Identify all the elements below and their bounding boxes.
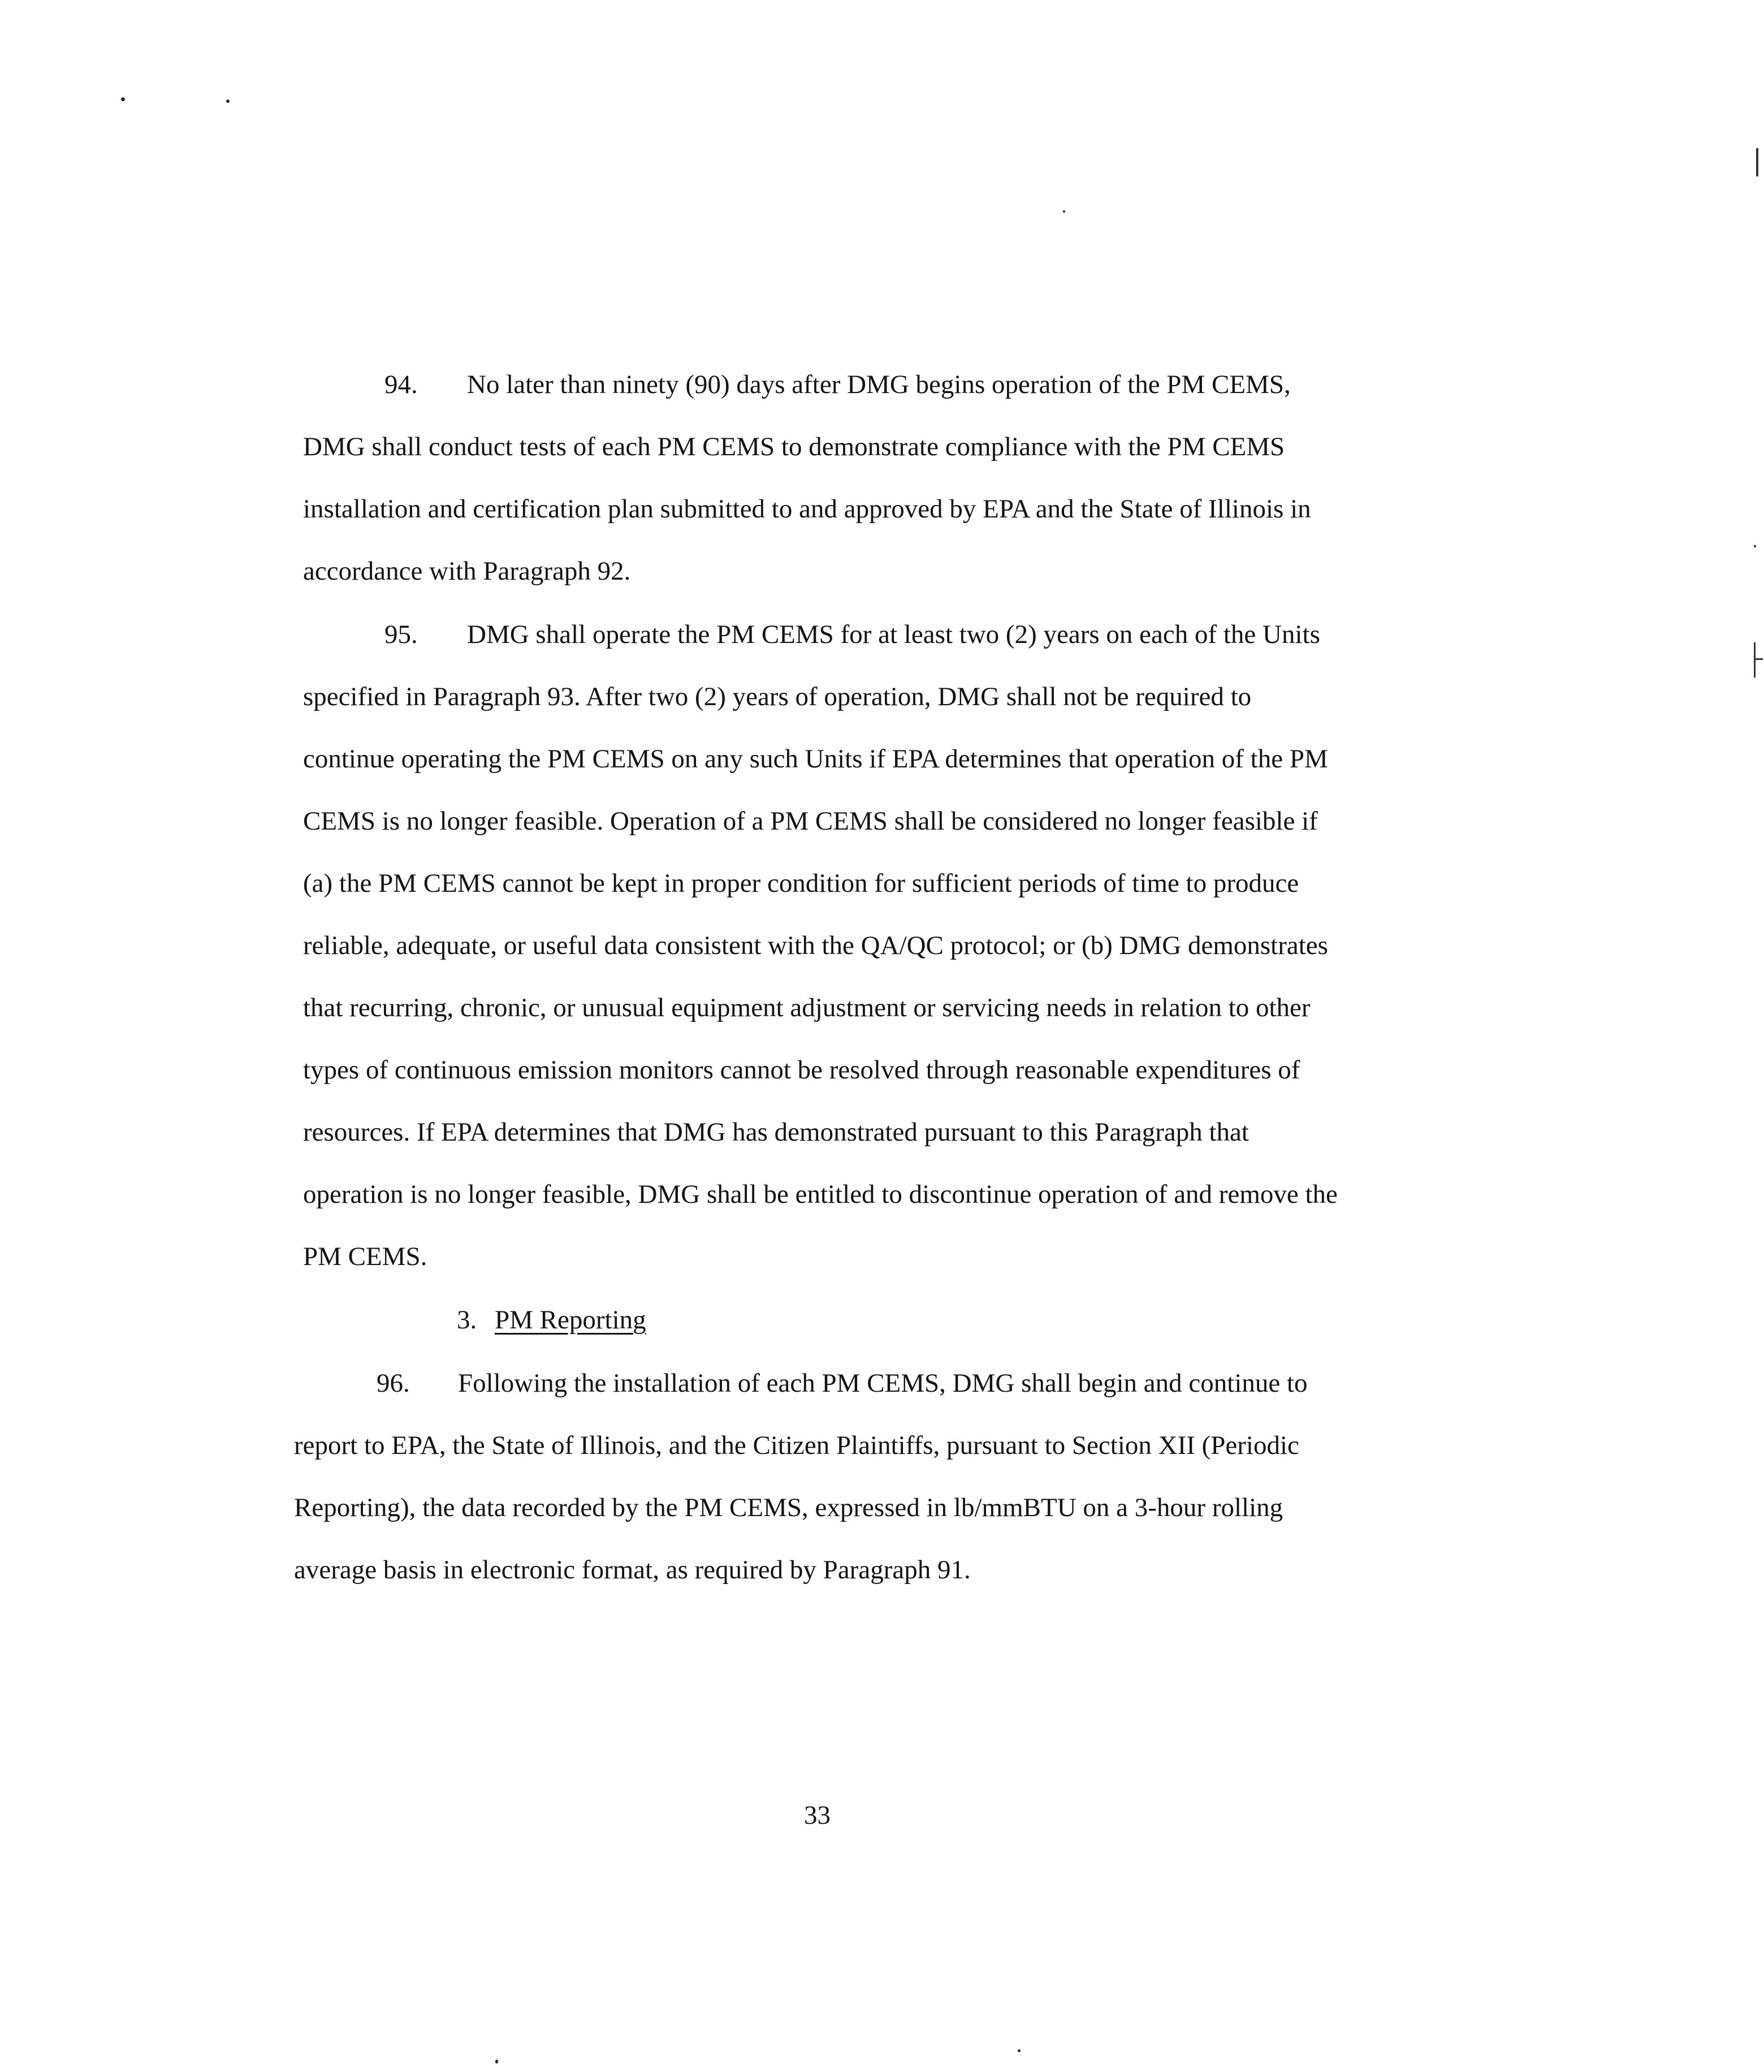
paragraph-number: 94.: [384, 370, 418, 399]
scan-speck: [1063, 210, 1065, 213]
paragraph-line: average basis in electronic format, as required by Paragraph 91.: [294, 1555, 971, 1585]
paragraph-line: operation is no longer feasible, DMG shall be entitled to discontinue operation of and remove the: [303, 1180, 1338, 1209]
paragraph-number: 96.: [377, 1369, 410, 1398]
paragraph-line: accordance with Paragraph 92.: [303, 556, 631, 586]
scan-speck: [1754, 545, 1756, 547]
paragraph-line: Following the installation of each PM CEMS, DMG shall begin and continue to: [458, 1369, 1308, 1398]
paragraph-line: PM CEMS.: [303, 1242, 427, 1271]
scan-speck: [121, 97, 125, 101]
paragraph-number: 95.: [384, 620, 418, 649]
paragraph-line: types of continuous emission monitors cannot be resolved through reasonable expenditures of: [303, 1055, 1300, 1085]
section-heading-title: PM Reporting: [495, 1305, 646, 1335]
paragraph-line: installation and certification plan submitted to and approved by EPA and the State of Illinois in: [303, 494, 1311, 524]
paragraph-line: DMG shall operate the PM CEMS for at least two (2) years on each of the Units: [467, 620, 1320, 649]
scan-speck: [226, 100, 230, 103]
paragraph-line: continue operating the PM CEMS on any such Units if EPA determines that operation of the PM: [303, 744, 1328, 774]
paragraph-line: Reporting), the data recorded by the PM CEMS, expressed in lb/mmBTU on a 3-hour rolling: [294, 1493, 1283, 1522]
paragraph-line: that recurring, chronic, or unusual equipment adjustment or servicing needs in relation to other: [303, 993, 1311, 1022]
margin-mark: [1754, 658, 1763, 660]
section-heading: [457, 1304, 646, 1336]
margin-mark: [1754, 642, 1756, 677]
paragraph-line: resources. If EPA determines that DMG has demonstrated pursuant to this Paragraph that: [303, 1117, 1249, 1147]
margin-mark: [1756, 148, 1758, 176]
paragraph-line: reliable, adequate, or useful data consistent with the QA/QC protocol; or (b) DMG demonstrates: [303, 931, 1328, 960]
paragraph-line: specified in Paragraph 93. After two (2) years of operation, DMG shall not be required to: [303, 682, 1252, 711]
paragraph-line: report to EPA, the State of Illinois, and the Citizen Plaintiffs, pursuant to Section XII (Periodic: [294, 1431, 1299, 1460]
paragraph-line: DMG shall conduct tests of each PM CEMS to demonstrate compliance with the PM CEMS: [303, 432, 1285, 461]
page-number: 33: [804, 1801, 831, 1830]
section-heading-number: 3.: [457, 1305, 477, 1335]
paragraph-line: No later than ninety (90) days after DMG begins operation of the PM CEMS,: [467, 370, 1291, 399]
paragraph-line: (a) the PM CEMS cannot be kept in proper condition for sufficient periods of time to produce: [303, 869, 1299, 898]
paragraph-line: CEMS is no longer feasible. Operation of a PM CEMS shall be considered no longer feasible if: [303, 806, 1318, 836]
scan-speck: [495, 2060, 498, 2064]
scan-speck: [1018, 2049, 1021, 2052]
